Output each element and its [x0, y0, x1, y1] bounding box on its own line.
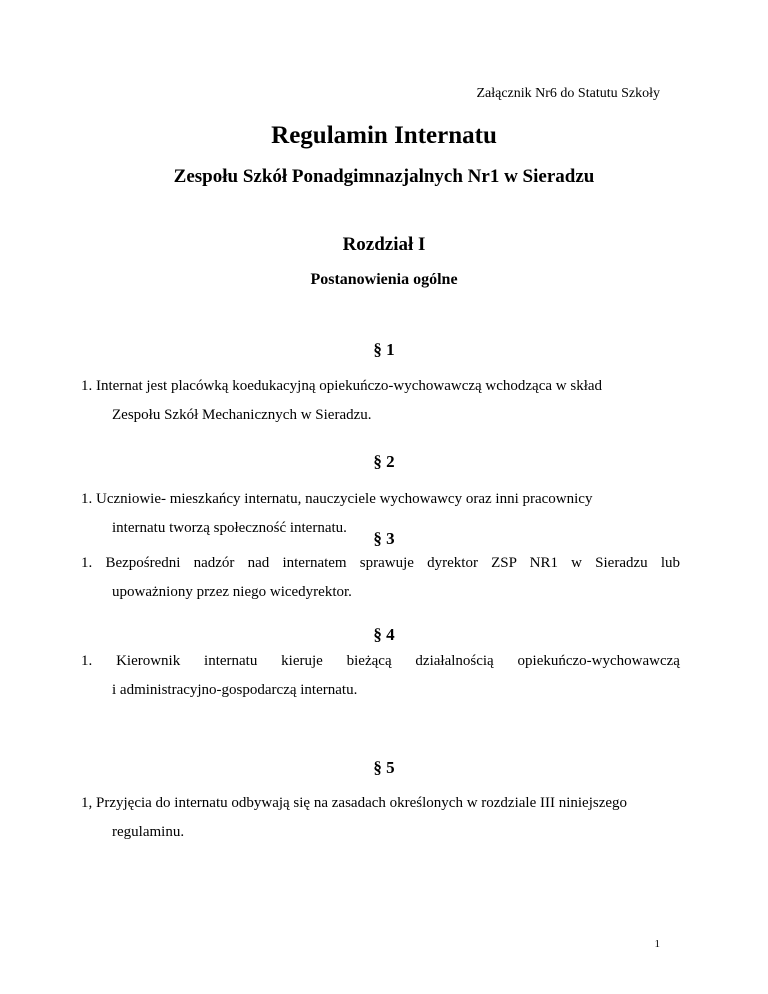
section-1-line-2: Zespołu Szkół Mechanicznych w Sieradzu.: [112, 407, 372, 423]
section-4-word: działalnością: [415, 653, 494, 669]
section-mark-3: § 3: [373, 529, 395, 548]
section-3-item: [81, 549, 680, 607]
section-4-word: 1.: [81, 653, 93, 669]
chapter-subheading: Postanowienia ogólne: [310, 271, 458, 288]
section-4-word: Kierownik: [116, 653, 181, 669]
section-2-line-1: 1. Uczniowie- mieszkańcy internatu, nauczyciele wychowawcy oraz inni pracownicy: [81, 491, 593, 507]
section-1-line-1: 1. Internat jest placówką koedukacyjną opiekuńczo-wychowawczą wchodząca w skład: [81, 378, 603, 394]
section-4-line-2: i administracyjno-gospodarczą internatu.: [112, 682, 358, 698]
section-2-line-2: internatu tworzą społeczność internatu.: [112, 520, 347, 536]
section-mark-4: § 4: [373, 625, 395, 644]
section-4-word: bieżącą: [346, 653, 392, 669]
section-1-item: [81, 372, 680, 430]
section-5-line-1: 1, Przyjęcia do internatu odbywają się na zasadach określonych w rozdziale III niniejszego: [81, 795, 628, 811]
section-mark-1: § 1: [373, 340, 395, 359]
chapter-heading: Rozdział I: [342, 234, 426, 255]
section-4-item: [81, 647, 680, 705]
section-5-line-2: regulaminu.: [112, 824, 185, 840]
section-4-word: kieruje: [281, 653, 323, 669]
section-4-word: opiekuńczo-wychowawczą: [517, 653, 680, 669]
section-4-line-1: [81, 647, 680, 676]
section-5-item: [81, 789, 680, 847]
section-3-line-1: 1. Bezpośredni nadzór nad internatem sprawuje dyrektor ZSP NR1 w Sieradzu lub: [81, 555, 680, 571]
section-4-word: internatu: [204, 653, 258, 669]
document-title: Regulamin Internatu: [271, 122, 497, 149]
page-number: 1: [654, 938, 660, 950]
section-mark-2: § 2: [373, 452, 395, 471]
annex-note: Załącznik Nr6 do Statutu Szkoły: [476, 86, 660, 101]
document-subtitle: Zespołu Szkół Ponadgimnazjalnych Nr1 w Sieradzu: [173, 166, 595, 187]
section-3-line-2: upoważniony przez niego wicedyrektor.: [112, 584, 352, 600]
section-mark-5: § 5: [373, 758, 395, 777]
